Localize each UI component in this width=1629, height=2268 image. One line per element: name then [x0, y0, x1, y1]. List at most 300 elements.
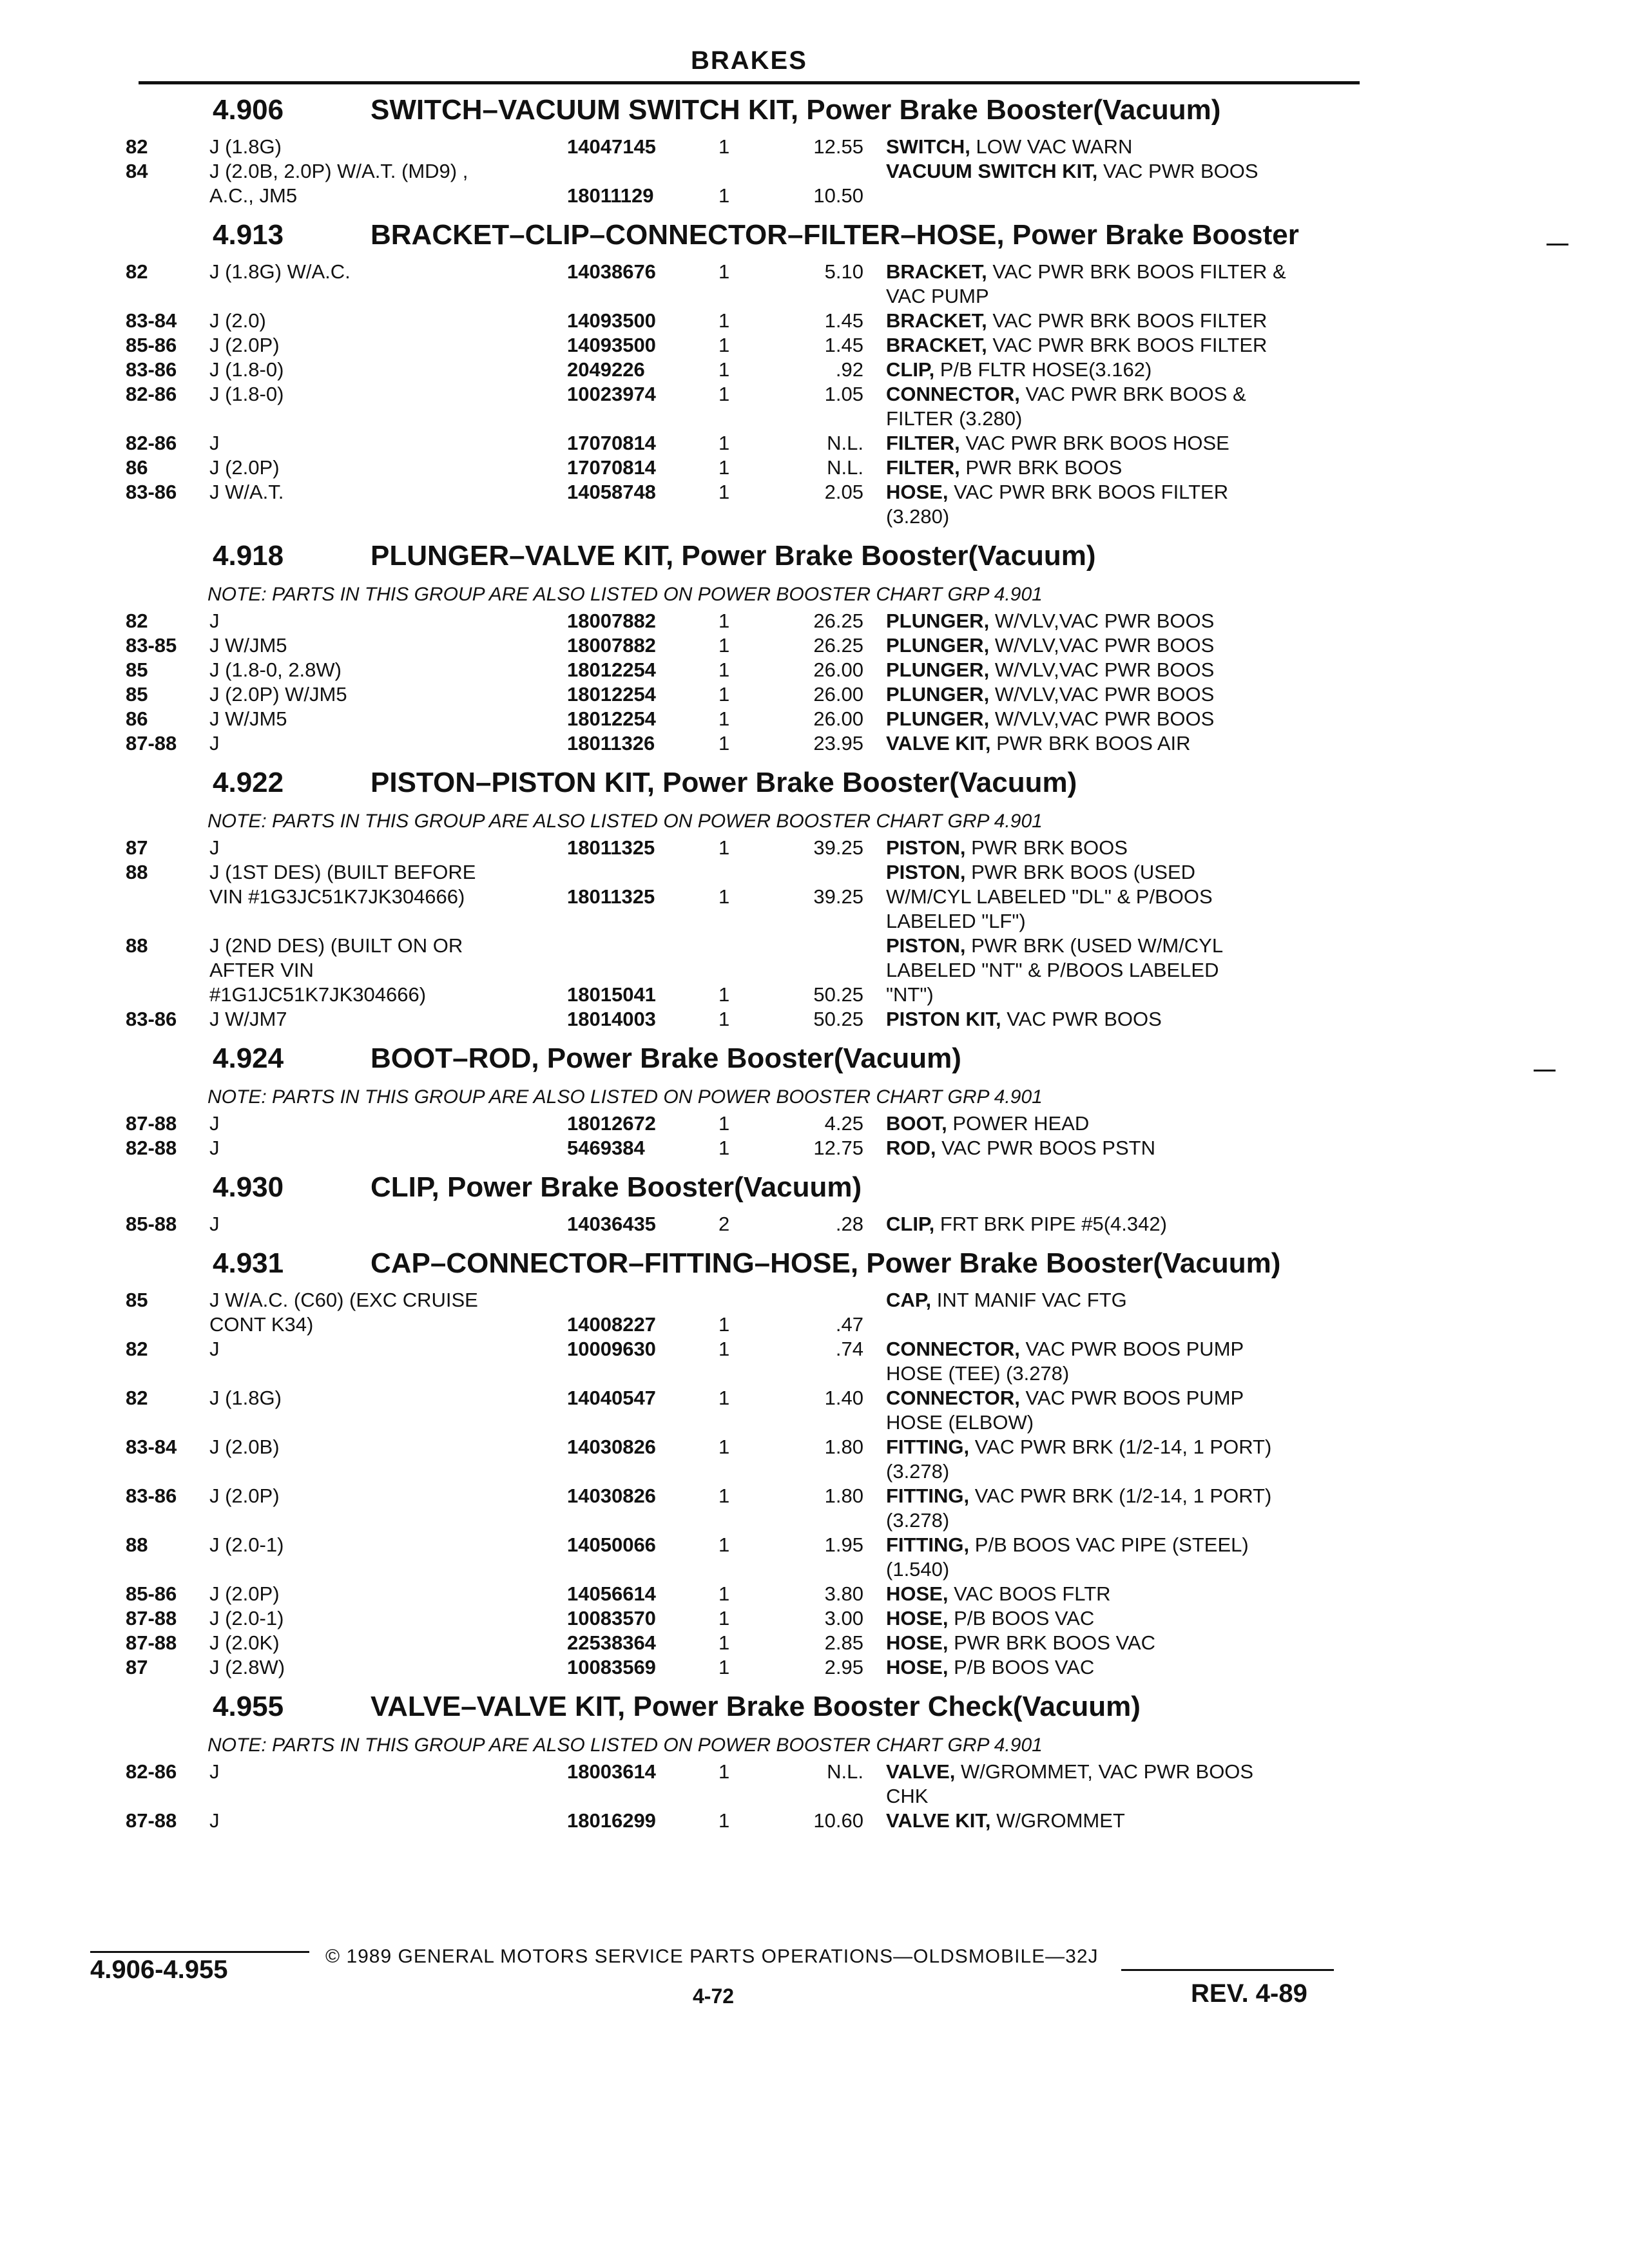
part-number: 14040547 [567, 1387, 656, 1409]
part-description-text: HOSE (ELBOW) [886, 1411, 1034, 1434]
price: 1.45 [824, 309, 863, 332]
part-description [886, 1137, 1155, 1160]
part-name: PLUNGER, [886, 634, 990, 657]
price: 50.25 [813, 983, 863, 1006]
footer-group-range: 4.906-4.955 [90, 1956, 228, 1984]
model-application: #1G1JC51K7JK304666) [209, 983, 427, 1006]
model-application: J [209, 732, 220, 754]
part-number: 14047145 [567, 135, 656, 158]
group-spacer [0, 1161, 1629, 1168]
model-application: J (1.8-0) [209, 383, 284, 405]
part-name: HOSE, [886, 1607, 949, 1629]
group-spacer [0, 1032, 1629, 1039]
part-description [886, 1509, 949, 1532]
part-description-text: W/M/CYL LABELED "DL" & P/BOOS [886, 885, 1213, 908]
part-description-text: LOW VAC WARN [976, 135, 1133, 158]
part-number: 17070814 [567, 432, 656, 454]
part-row-line [0, 910, 1629, 934]
part-row [0, 1607, 1629, 1631]
part-row [0, 1631, 1629, 1656]
model-application: J (2.0) [209, 309, 266, 332]
part-description-text: VAC PWR BRK BOOS FILTER & [992, 260, 1286, 283]
part-row-line [0, 456, 1629, 481]
group-number: 4.931 [213, 1247, 284, 1279]
footer-rule-right [1121, 1969, 1334, 1971]
group-number: 4.955 [213, 1691, 284, 1722]
price: 2.85 [824, 1631, 863, 1654]
part-row [0, 1338, 1629, 1387]
part-row-line [0, 634, 1629, 658]
quantity: 1 [718, 309, 730, 332]
quantity: 1 [718, 1760, 730, 1783]
part-description [886, 1213, 1167, 1236]
part-number: 18012672 [567, 1112, 656, 1135]
group-heading [0, 536, 1629, 581]
price: 10.50 [813, 184, 863, 207]
model-application: J (2.0P) [209, 1582, 280, 1605]
header-rule [139, 81, 1360, 84]
price: N.L. [827, 432, 863, 454]
part-row-line [0, 432, 1629, 456]
quantity: 1 [718, 1008, 730, 1030]
part-description-text: P/B BOOS VAC PIPE (STEEL) [974, 1533, 1249, 1556]
part-name: FITTING, [886, 1436, 970, 1458]
part-number: 18014003 [567, 1008, 656, 1030]
part-description [886, 683, 1214, 706]
model-application: J [209, 1112, 220, 1135]
model-year: 85 [126, 1289, 148, 1311]
model-year: 82 [126, 1338, 148, 1360]
part-row [0, 658, 1629, 683]
model-year: 82-86 [126, 383, 177, 405]
quantity: 1 [718, 260, 730, 283]
part-description-text: LABELED "LF") [886, 910, 1026, 932]
margin-mark [1534, 1070, 1556, 1072]
model-year: 85 [126, 658, 148, 681]
part-row [0, 358, 1629, 383]
group-number: 4.906 [213, 94, 284, 126]
model-application: J W/JM5 [209, 707, 287, 730]
group-spacer [0, 1834, 1629, 1840]
model-application: J [209, 836, 220, 859]
model-application: J (2.0B) [209, 1436, 280, 1458]
model-year: 84 [126, 160, 148, 182]
model-year: 88 [126, 861, 148, 883]
part-row-line [0, 732, 1629, 756]
quantity: 1 [718, 1485, 730, 1507]
part-row [0, 481, 1629, 530]
part-name: HOSE, [886, 1631, 949, 1654]
group-note-text: NOTE: PARTS IN THIS GROUP ARE ALSO LISTED ON POWER BOOSTER CHART GRP 4.901 [207, 1735, 1043, 1756]
quantity: 1 [718, 1387, 730, 1409]
part-name: BRACKET, [886, 309, 987, 332]
part-description [886, 1112, 1089, 1135]
part-number: 17070814 [567, 456, 656, 479]
part-description [886, 1607, 1094, 1630]
part-row-line [0, 1558, 1629, 1582]
part-row [0, 383, 1629, 432]
part-row-line [0, 610, 1629, 634]
part-row-line [0, 1362, 1629, 1387]
part-description-text: VAC PWR BRK (1/2-14, 1 PORT) [974, 1485, 1272, 1507]
group-spacer [0, 1680, 1629, 1687]
parts-group [0, 1687, 1629, 1840]
part-description-text: VAC PWR BOOS PUMP [1025, 1387, 1244, 1409]
part-row-line [0, 184, 1629, 209]
part-description-text: LABELED "NT" & P/BOOS LABELED [886, 959, 1219, 981]
part-description-text: VAC PWR BRK BOOS HOSE [965, 432, 1229, 454]
quantity: 1 [718, 683, 730, 706]
price: N.L. [827, 1760, 863, 1783]
part-description [886, 160, 1258, 183]
part-number: 18007882 [567, 610, 656, 632]
part-description-text: VAC PWR BRK (1/2-14, 1 PORT) [974, 1436, 1272, 1458]
group-heading [0, 90, 1629, 135]
part-row-line [0, 407, 1629, 432]
model-year: 83-86 [126, 481, 177, 503]
part-row [0, 610, 1629, 634]
model-year: 82-88 [126, 1137, 177, 1159]
part-name: VALVE KIT, [886, 1809, 991, 1832]
page-header-title: BRAKES [691, 46, 807, 75]
part-row-line [0, 1460, 1629, 1485]
model-year: 88 [126, 934, 148, 957]
group-title: PLUNGER–VALVE KIT, Power Brake Booster(Vacuum) [371, 540, 1096, 572]
part-description-text: CHK [886, 1785, 929, 1807]
part-description [886, 934, 1223, 957]
part-description [886, 861, 1195, 884]
quantity: 1 [718, 983, 730, 1006]
part-description [886, 983, 934, 1006]
part-row [0, 1112, 1629, 1137]
footer-rule-left [90, 1951, 309, 1953]
part-name: PISTON KIT, [886, 1008, 1001, 1030]
part-description [886, 1533, 1249, 1557]
price: 4.25 [824, 1112, 863, 1135]
part-description-text: PWR BRK BOOS VAC [954, 1631, 1156, 1654]
part-description [886, 358, 1152, 381]
parts-group [0, 763, 1629, 1039]
model-year: 86 [126, 456, 148, 479]
model-application: J (2ND DES) (BUILT ON OR [209, 934, 463, 957]
part-number: 14050066 [567, 1533, 656, 1556]
part-row-line [0, 1485, 1629, 1509]
quantity: 1 [718, 610, 730, 632]
part-name: PLUNGER, [886, 610, 990, 632]
part-name: FILTER, [886, 456, 960, 479]
part-description-text: VAC PWR BOOS [1103, 160, 1258, 182]
part-row-line [0, 1436, 1629, 1460]
part-number: 14093500 [567, 309, 656, 332]
model-application: J (1.8-0) [209, 358, 284, 381]
part-description-text: FRT BRK PIPE #5(4.342) [940, 1213, 1167, 1235]
quantity: 1 [718, 707, 730, 730]
model-application: VIN #1G3JC51K7JK304666) [209, 885, 465, 908]
part-number: 18012254 [567, 707, 656, 730]
group-number: 4.913 [213, 219, 284, 251]
parts-group [0, 1039, 1629, 1168]
group-number: 4.922 [213, 767, 284, 798]
part-number: 18011325 [567, 836, 655, 859]
quantity: 1 [718, 184, 730, 207]
model-application: J W/JM7 [209, 1008, 287, 1030]
model-year: 87-88 [126, 1809, 177, 1832]
part-name: CONNECTOR, [886, 383, 1020, 405]
part-description-text: PWR BRK BOOS AIR [996, 732, 1191, 754]
part-description-text: INT MANIF VAC FTG [936, 1289, 1127, 1311]
model-year: 82-86 [126, 1760, 177, 1783]
group-heading [0, 1039, 1629, 1084]
group-title: BOOT–ROD, Power Brake Booster(Vacuum) [371, 1043, 961, 1074]
model-year: 83-86 [126, 358, 177, 381]
part-description-text: FILTER (3.280) [886, 407, 1023, 430]
part-description-text: W/GROMMET, VAC PWR BOOS [961, 1760, 1254, 1783]
price: 39.25 [813, 836, 863, 859]
part-description-text: PWR BRK BOOS [971, 836, 1128, 859]
part-number: 10023974 [567, 383, 656, 405]
part-row [0, 1436, 1629, 1485]
model-year: 85 [126, 683, 148, 706]
margin-mark [1547, 244, 1568, 245]
part-number: 10083570 [567, 1607, 656, 1629]
group-title: PISTON–PISTON KIT, Power Brake Booster(Vacuum) [371, 767, 1077, 798]
part-name: SWITCH, [886, 135, 970, 158]
group-title: CAP–CONNECTOR–FITTING–HOSE, Power Brake Booster(Vacuum) [371, 1247, 1281, 1279]
part-name: VALVE, [886, 1760, 956, 1783]
part-number: 18011129 [567, 184, 654, 207]
model-year: 83-84 [126, 309, 177, 332]
part-row-line [0, 1582, 1629, 1607]
price: 3.80 [824, 1582, 863, 1605]
price: 26.25 [813, 634, 863, 657]
model-year: 82-86 [126, 432, 177, 454]
quantity: 1 [718, 358, 730, 381]
part-number: 14093500 [567, 334, 656, 356]
part-row-line [0, 1313, 1629, 1338]
part-description-text: P/B BOOS VAC [954, 1607, 1095, 1629]
part-description-text: PWR BRK (USED W/M/CYL [971, 934, 1224, 957]
part-row-line [0, 1533, 1629, 1558]
model-application: J (1.8-0, 2.8W) [209, 658, 342, 681]
part-description-text: VAC PWR BOOS PSTN [941, 1137, 1155, 1159]
part-name: CONNECTOR, [886, 1338, 1020, 1360]
part-name: VALVE KIT, [886, 732, 991, 754]
model-application: J (2.0P) [209, 456, 280, 479]
part-number: 14030826 [567, 1436, 656, 1458]
part-name: ROD, [886, 1137, 936, 1159]
price: .47 [835, 1313, 863, 1336]
group-note-text: NOTE: PARTS IN THIS GROUP ARE ALSO LISTED ON POWER BOOSTER CHART GRP 4.901 [207, 811, 1043, 832]
model-year: 86 [126, 707, 148, 730]
part-row-line [0, 1008, 1629, 1032]
model-year: 82 [126, 135, 148, 158]
price: 39.25 [813, 885, 863, 908]
part-description [886, 1460, 949, 1483]
part-description-text: W/VLV,VAC PWR BOOS [994, 658, 1215, 681]
part-row-line [0, 683, 1629, 707]
part-description-text: VAC PWR BRK BOOS FILTER [954, 481, 1229, 503]
model-application: J W/A.T. [209, 481, 284, 503]
part-description [886, 432, 1229, 455]
part-number: 2049226 [567, 358, 645, 381]
part-row [0, 732, 1629, 756]
model-application: J W/A.C. (C60) (EXC CRUISE [209, 1289, 478, 1311]
part-description-text: W/GROMMET [996, 1809, 1125, 1832]
price: 1.95 [824, 1533, 863, 1556]
model-application: J [209, 432, 220, 454]
model-application: J (1.8G) [209, 135, 282, 158]
model-year: 83-84 [126, 1436, 177, 1458]
price: 3.00 [824, 1607, 863, 1629]
part-description [886, 634, 1214, 657]
parts-group [0, 215, 1629, 536]
part-row [0, 456, 1629, 481]
part-row [0, 1485, 1629, 1533]
group-spacer [0, 1237, 1629, 1244]
price: 50.25 [813, 1008, 863, 1030]
part-name: PISTON, [886, 861, 966, 883]
parts-group [0, 90, 1629, 215]
model-year: 87 [126, 836, 148, 859]
part-name: FILTER, [886, 432, 960, 454]
part-description [886, 505, 949, 528]
part-row [0, 683, 1629, 707]
quantity: 1 [718, 383, 730, 405]
group-number: 4.930 [213, 1171, 284, 1203]
part-description-text: W/VLV,VAC PWR BOOS [994, 707, 1215, 730]
part-row-line [0, 1411, 1629, 1436]
part-row [0, 1289, 1629, 1338]
model-application: J (2.0B, 2.0P) W/A.T. (MD9) , [209, 160, 468, 182]
part-description [886, 1582, 1111, 1606]
part-description [886, 334, 1267, 357]
parts-listing [0, 90, 1629, 1840]
part-description [886, 481, 1228, 504]
part-row [0, 309, 1629, 334]
price: 1.80 [824, 1436, 863, 1458]
part-row [0, 934, 1629, 1008]
part-number: 22538364 [567, 1631, 656, 1654]
part-row-line [0, 707, 1629, 732]
model-year: 88 [126, 1533, 148, 1556]
part-description [886, 260, 1286, 284]
group-number: 4.918 [213, 540, 284, 572]
quantity: 1 [718, 1607, 730, 1629]
group-spacer [0, 756, 1629, 763]
price: 1.80 [824, 1485, 863, 1507]
price: 1.40 [824, 1387, 863, 1409]
group-heading [0, 1244, 1629, 1289]
part-description [886, 456, 1122, 479]
part-description [886, 910, 1026, 933]
part-number: 10083569 [567, 1656, 656, 1678]
part-name: CAP, [886, 1289, 932, 1311]
part-row [0, 861, 1629, 934]
part-row-line [0, 481, 1629, 505]
part-name: VACUUM SWITCH KIT, [886, 160, 1098, 182]
quantity: 1 [718, 1112, 730, 1135]
part-number: 14030826 [567, 1485, 656, 1507]
price: 1.45 [824, 334, 863, 356]
model-year: 87-88 [126, 1607, 177, 1629]
part-row [0, 1809, 1629, 1834]
model-application: J [209, 610, 220, 632]
price: 2.95 [824, 1656, 863, 1678]
part-description [886, 1809, 1125, 1832]
part-description [886, 732, 1191, 755]
part-description-text: PWR BRK BOOS (USED [971, 861, 1196, 883]
quantity: 1 [718, 1582, 730, 1605]
part-description [886, 885, 1213, 908]
quantity: 2 [718, 1213, 730, 1235]
part-row [0, 836, 1629, 861]
part-number: 14058748 [567, 481, 656, 503]
group-note [0, 1732, 1629, 1760]
part-row [0, 1656, 1629, 1680]
part-row-line [0, 383, 1629, 407]
part-description [886, 1436, 1271, 1459]
group-note [0, 1084, 1629, 1112]
group-heading [0, 763, 1629, 808]
part-description-text: VAC PUMP [886, 285, 989, 307]
part-row [0, 260, 1629, 309]
part-number: 14036435 [567, 1213, 656, 1235]
quantity: 1 [718, 732, 730, 754]
part-description [886, 1485, 1271, 1508]
part-number: 5469384 [567, 1137, 645, 1159]
part-row [0, 1137, 1629, 1161]
model-application: J [209, 1809, 220, 1832]
quantity: 1 [718, 658, 730, 681]
part-description [886, 658, 1214, 682]
parts-group [0, 1168, 1629, 1244]
part-name: BOOT, [886, 1112, 947, 1135]
part-name: HOSE, [886, 481, 949, 503]
part-name: BRACKET, [886, 260, 987, 283]
model-application: J [209, 1137, 220, 1159]
part-number: 14056614 [567, 1582, 656, 1605]
quantity: 1 [718, 456, 730, 479]
part-name: CLIP, [886, 358, 935, 381]
part-description [886, 309, 1267, 332]
part-row-line [0, 1656, 1629, 1680]
part-row [0, 634, 1629, 658]
part-description-text: P/B FLTR HOSE(3.162) [940, 358, 1152, 381]
model-year: 83-86 [126, 1008, 177, 1030]
part-row-line [0, 1631, 1629, 1656]
part-description [886, 383, 1246, 406]
part-row [0, 1760, 1629, 1809]
price: 2.05 [824, 481, 863, 503]
group-heading [0, 1687, 1629, 1732]
part-row-line [0, 658, 1629, 683]
part-description-text: W/VLV,VAC PWR BOOS [994, 610, 1215, 632]
price: 12.75 [813, 1137, 863, 1159]
group-title: VALVE–VALVE KIT, Power Brake Booster Check(Vacuum) [371, 1691, 1141, 1722]
part-row-line [0, 334, 1629, 358]
part-row-line [0, 1137, 1629, 1161]
part-description [886, 407, 1022, 430]
part-name: PLUNGER, [886, 707, 990, 730]
quantity: 1 [718, 836, 730, 859]
part-description [886, 135, 1132, 159]
part-description-text: VAC PWR BRK BOOS FILTER [992, 309, 1268, 332]
part-row [0, 1008, 1629, 1032]
model-application: J (2.8W) [209, 1656, 285, 1678]
part-description-text: (3.278) [886, 1460, 950, 1483]
part-description-text: VAC PWR BRK BOOS FILTER [992, 334, 1268, 356]
part-name: HOSE, [886, 1582, 949, 1605]
